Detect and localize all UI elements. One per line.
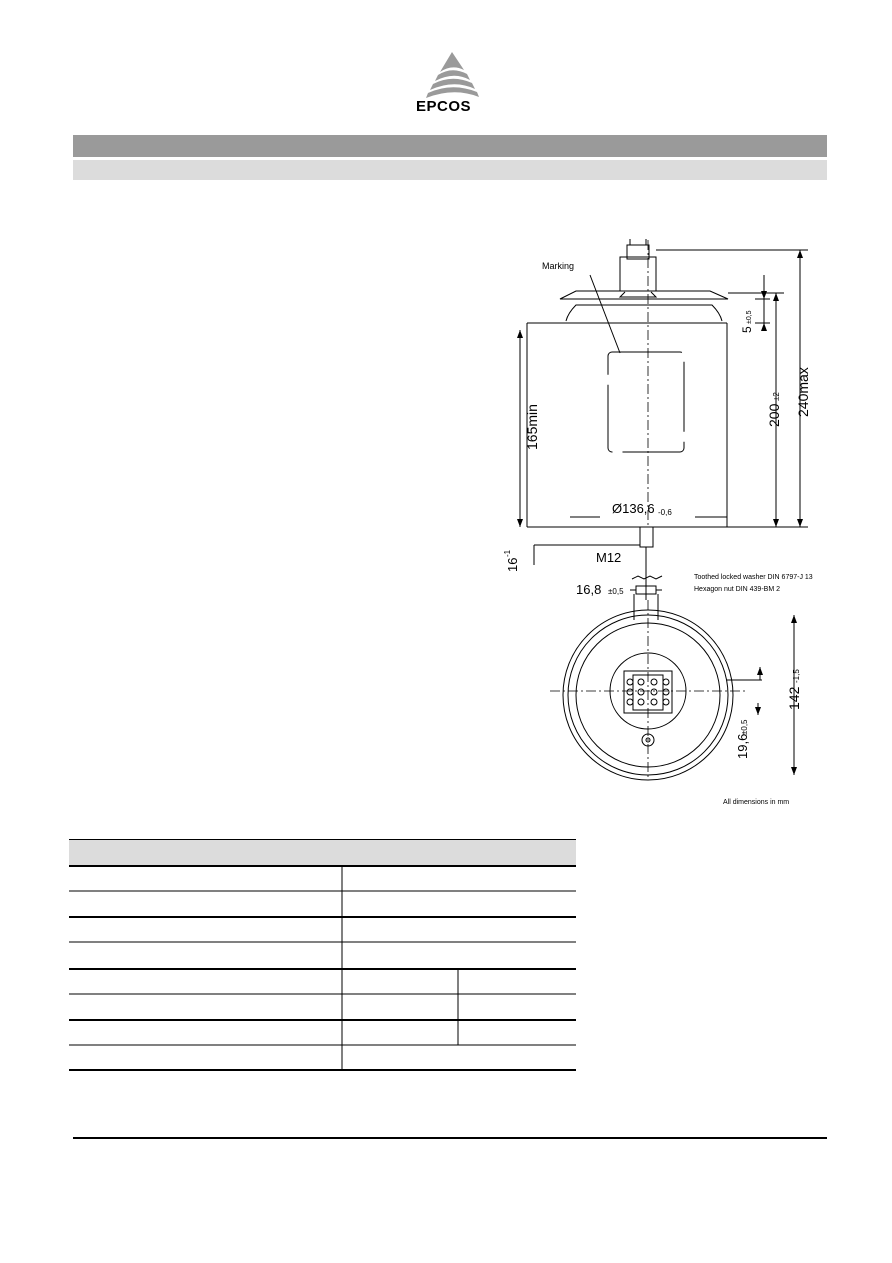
offset-label: 19,6	[735, 733, 750, 759]
nut-width-tolerance: ±0,5	[608, 587, 624, 596]
logo-text: EPCOS	[416, 98, 472, 115]
nut-width-label: 16,8	[576, 582, 602, 597]
marking-label: Marking	[542, 261, 575, 271]
header-band-dark	[73, 135, 827, 157]
total-height-label: 240max	[795, 367, 811, 417]
washer-label: Toothed locked washer DIN 6797-J 13	[694, 574, 813, 581]
bottom-width-tolerance: -1,5	[792, 669, 801, 683]
min-height-label: 165min	[524, 404, 540, 450]
units-note: All dimensions in mm	[723, 799, 790, 806]
can-height-tolerance: ±2	[772, 392, 781, 401]
header-band-light	[73, 160, 827, 180]
top-offset-tolerance: ±0,5	[746, 310, 753, 324]
footer-rule	[73, 1137, 827, 1139]
diameter-tolerance: -0,6	[658, 508, 672, 517]
spec-table	[69, 839, 576, 1071]
top-offset-label: 5	[740, 326, 754, 333]
terminal-block	[620, 257, 656, 291]
epcos-logo	[400, 50, 500, 120]
dimension-drawing	[490, 235, 830, 815]
can-height-label: 200	[766, 403, 782, 427]
diameter-label: Ø136,6	[612, 501, 655, 516]
bottom-width-label: 142	[786, 686, 802, 710]
offset-tolerance: ±0,5	[740, 719, 749, 735]
logo-mark-icon	[400, 50, 500, 100]
can-lid	[560, 291, 728, 299]
thread-label: M12	[596, 550, 622, 565]
table-header	[69, 839, 576, 866]
washer-symbol	[632, 576, 662, 579]
nut-label: Hexagon nut DIN 439-BM 2	[694, 586, 780, 593]
mounting-stud	[640, 527, 653, 547]
stud-length-label: 16	[505, 557, 520, 572]
marking-area	[608, 352, 684, 452]
stud-length-tolerance: -1	[503, 549, 512, 557]
